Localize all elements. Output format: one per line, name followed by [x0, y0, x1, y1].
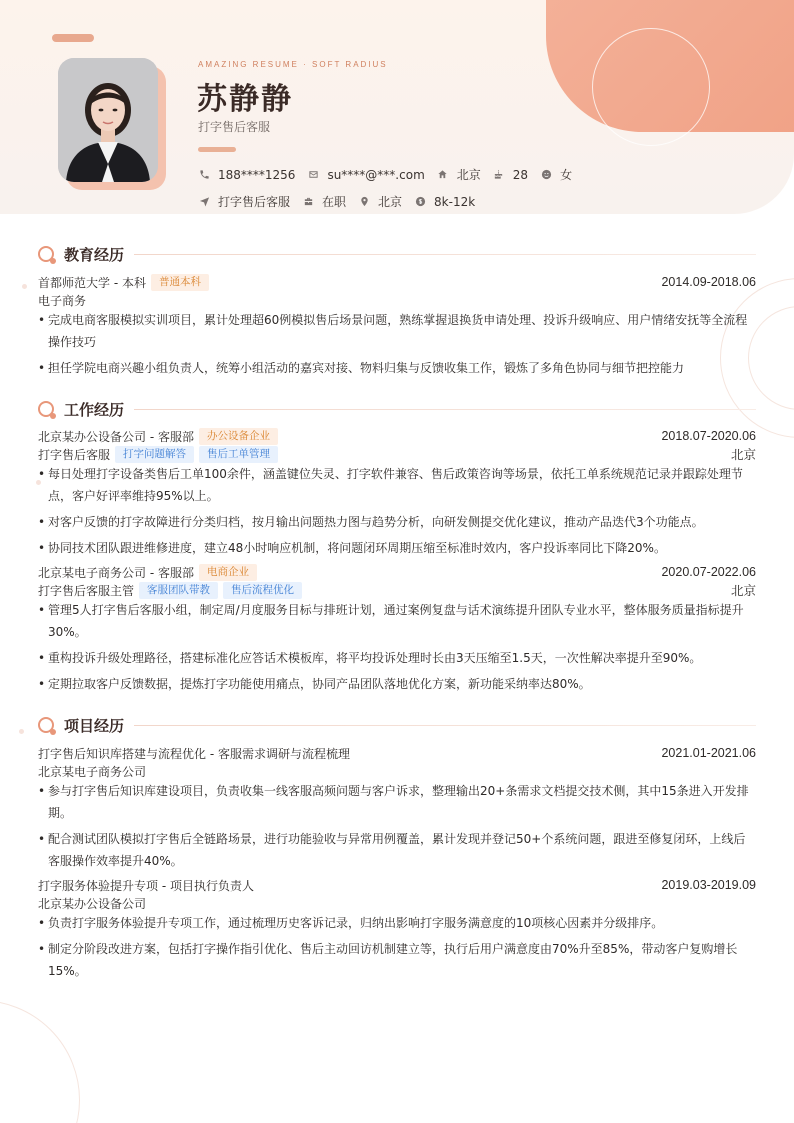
skill-tag: 客服团队带教	[139, 582, 218, 599]
skill-tag: 打字问题解答	[115, 446, 194, 463]
role-underline	[198, 147, 236, 152]
position-title: 打字售后客服	[38, 447, 111, 462]
age-item: 28	[493, 168, 528, 182]
education-major-row	[38, 291, 756, 309]
education-section-title: 教育经历	[38, 244, 756, 265]
phone-icon	[198, 169, 210, 181]
job-header-row	[38, 427, 756, 445]
company-name: 北京某电子商务公司 - 客服部	[38, 565, 194, 580]
decorative-dot	[19, 729, 24, 734]
profile-photo	[58, 58, 158, 182]
job-bullet: • 定期拉取客户反馈数据，提炼打字功能使用痛点，协同产品团队落地优化方案，新功能采纳率达80%。	[38, 673, 756, 695]
person-icon	[540, 169, 552, 181]
job-bullet: • 每日处理打字设备类售后工单100余件，涵盖键位失灵、打字软件兼容、售后政策咨询等场景，依托工单系统规范记录并跟踪处理节点，客户好评率维持95%以上。	[38, 463, 756, 507]
project-section-title: 项目经历	[38, 715, 756, 736]
project-header-row	[38, 876, 756, 894]
project-org-row	[38, 762, 756, 780]
cake-icon	[493, 169, 505, 181]
project-org: 北京某办公设备公司	[38, 896, 147, 911]
section-divider	[134, 254, 756, 255]
project-bullet: • 参与打字售后知识库建设项目，负责收集一线客服高频问题与客户诉求，整理输出20+条需求文档提交技术侧，其中15条进入开发排期。	[38, 780, 756, 824]
industry-tag: 办公设备企业	[199, 428, 278, 445]
job-date: 2020.07-2022.06	[661, 565, 756, 579]
location-pin-icon	[358, 196, 370, 208]
job-date: 2018.07-2020.06	[661, 429, 756, 443]
job-bullet: • 协同技术团队跟进维修进度，建立48小时响应机制，将问题闭环周期压缩至标准时效内，客户投诉率同比下降20%。	[38, 537, 756, 559]
degree-tag: 普通本科	[151, 274, 209, 291]
project-date: 2019.03-2019.09	[661, 878, 756, 892]
job-city: 北京	[730, 584, 756, 598]
position-title: 打字售后客服主管	[38, 583, 135, 598]
salary-icon	[414, 196, 426, 208]
project-org: 北京某电子商务公司	[38, 764, 147, 779]
home-city-item: 北京	[437, 166, 481, 183]
job-position-row	[38, 445, 756, 463]
education-header-row	[38, 273, 756, 291]
decorative-ring	[0, 1000, 80, 1123]
candidate-role: 打字售后客服	[198, 120, 271, 134]
industry-tag: 电商企业	[199, 564, 257, 581]
skill-tag: 售后工单管理	[199, 446, 278, 463]
section-magnifier-icon	[38, 717, 56, 735]
major: 电子商务	[38, 293, 87, 308]
accent-bar	[52, 34, 94, 42]
portrait-illustration	[58, 58, 158, 182]
job-intent-row	[198, 193, 487, 210]
education-date: 2014.09-2018.06	[661, 275, 756, 289]
project-name: 打字售后知识库搭建与流程优化 - 客服需求调研与流程梳理	[38, 746, 350, 761]
project-header-row	[38, 744, 756, 762]
phone-item: 188****1256	[198, 168, 295, 182]
education-bullet: • 担任学院电商兴趣小组负责人，统筹小组活动的嘉宾对接、物料归集与反馈收集工作，锻炼了多角色协同与细节把控能力	[38, 357, 756, 379]
project-name: 打字服务体验提升专项 - 项目执行负责人	[38, 878, 254, 893]
briefcase-icon	[302, 196, 314, 208]
section-divider	[134, 725, 756, 726]
section-divider	[134, 409, 756, 410]
project-date: 2021.01-2021.06	[661, 746, 756, 760]
project-bullet: • 负责打字服务体验提升专项工作，通过梳理历史客诉记录，归纳出影响打字服务满意度的10项核心因素并分级排序。	[38, 912, 756, 934]
job-position-row	[38, 581, 756, 599]
work-section-title: 工作经历	[38, 399, 756, 420]
gender-item: 女	[540, 166, 572, 183]
education-bullet: • 完成电商客服模拟实训项目，累计处理超60例模拟售后场景问题，熟练掌握退换货申请处理、投诉升级响应、用户情绪安抚等全流程操作技巧	[38, 309, 756, 353]
section-magnifier-icon	[38, 246, 56, 264]
job-bullet: • 重构投诉升级处理路径，搭建标准化应答话术模板库，将平均投诉处理时长由3天压缩至1.5天，一次性解决率提升至90%。	[38, 647, 756, 669]
project-bullet: • 配合测试团队模拟打字售后全链路场景，进行功能验收与异常用例覆盖，累计发现并登记50+个系统问题，跟进至修复闭环，上线后客服操作效率提升40%。	[38, 828, 756, 872]
mail-icon	[307, 169, 319, 181]
skill-tag: 售后流程优化	[223, 582, 302, 599]
decorative-ring	[592, 28, 710, 146]
company-name: 北京某办公设备公司 - 客服部	[38, 429, 194, 444]
send-icon	[198, 196, 210, 208]
school-name: 首都师范大学 - 本科	[38, 275, 146, 290]
intent-city-item: 北京	[358, 193, 402, 210]
employment-status-item: 在职	[302, 193, 346, 210]
job-header-row	[38, 563, 756, 581]
decorative-dot	[22, 284, 27, 289]
home-icon	[437, 169, 449, 181]
job-bullet: • 对客户反馈的打字故障进行分类归档，按月输出问题热力图与趋势分析，向研发侧提交优化建议，推动产品迭代3个功能点。	[38, 511, 756, 533]
candidate-name: 苏静静	[197, 82, 293, 117]
section-magnifier-icon	[38, 401, 56, 419]
email-item: su****@***.com	[307, 168, 424, 182]
intent-position-item: 打字售后客服	[198, 193, 290, 210]
resume-eyebrow: AMAZING RESUME · SOFT RADIUS	[198, 60, 388, 69]
project-bullet: • 制定分阶段改进方案，包括打字操作指引优化、售后主动回访机制建立等，执行后用户满意度由70%升至85%，带动客户复购增长15%。	[38, 938, 756, 982]
project-org-row	[38, 894, 756, 912]
job-city: 北京	[730, 448, 756, 462]
salary-item: 8k-12k	[414, 195, 475, 209]
contact-info-row	[198, 166, 584, 183]
job-bullet: • 管理5人打字售后客服小组，制定周/月度服务目标与排班计划，通过案例复盘与话术演练提升团队专业水平，整体服务质量指标提升30%。	[38, 599, 756, 643]
